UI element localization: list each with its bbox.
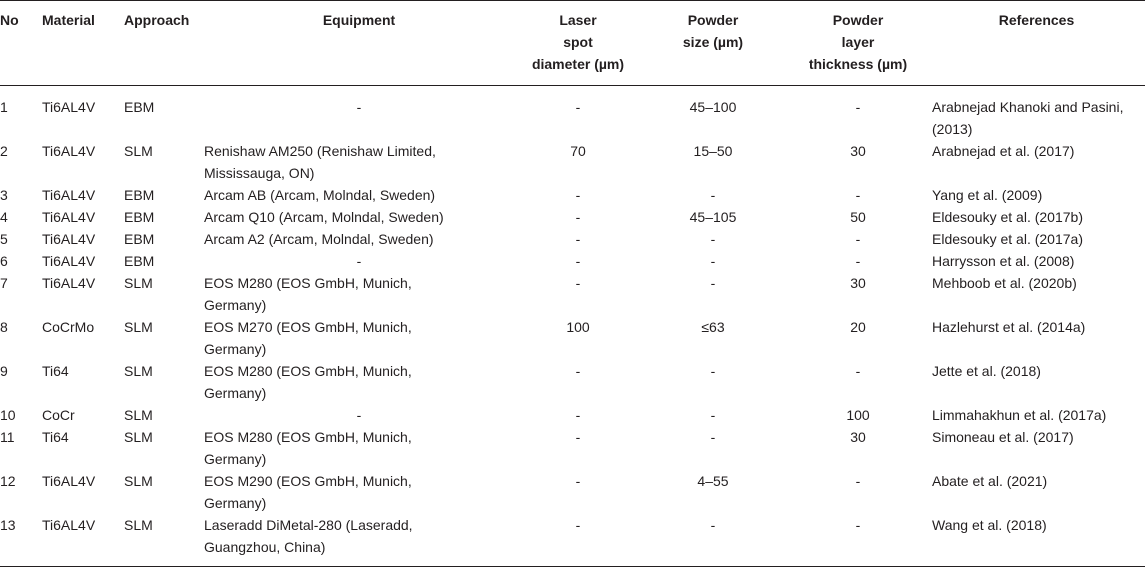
cell-material: Ti6AL4V [42,253,96,269]
cell-reference: Jette et al. (2018) [932,363,1041,379]
cell-equipment: Arcam AB (Arcam, Molndal, Sweden) [204,187,436,203]
table-row [0,514,1145,567]
cell-approach: EBM [124,209,155,225]
cell-approach: SLM [124,143,153,159]
cell-reference: Yang et al. (2009) [932,187,1043,203]
cell-equipment: EOS M280 (EOS GmbH, Munich, Germany) [204,275,412,313]
cell-layer-thickness: - [855,473,861,489]
cell-no: 11 [0,429,15,445]
cell-material: CoCr [42,407,75,423]
cell-reference: Mehboob et al. (2020b) [932,275,1077,291]
cell-layer-thickness: - [855,363,861,379]
cell-equipment: EOS M280 (EOS GmbH, Munich, Germany) [204,363,412,401]
cell-equipment: Renishaw AM250 (Renishaw Limited, Mississauga, ON) [204,143,436,181]
cell-reference: Arabnejad Khanoki and Pasini, (2013) [932,99,1124,137]
table-row [0,404,1145,426]
cell-layer-thickness: - [855,187,861,203]
cell-material: Ti64 [42,363,69,379]
cell-powder-size: 45–105 [689,209,737,225]
cell-reference: Arabnejad et al. (2017) [932,143,1075,159]
cell-laser-spot-diameter: - [575,209,581,225]
cell-laser-spot-diameter: - [575,473,581,489]
cell-no: 2 [0,143,8,159]
cell-powder-size: - [710,253,716,269]
cell-approach: SLM [124,407,153,423]
cell-laser-spot-diameter: - [575,407,581,423]
cell-material: Ti6AL4V [42,209,96,225]
cell-no: 7 [0,275,8,291]
cell-layer-thickness: - [855,231,861,247]
table-row [0,206,1145,228]
cell-equipment: EOS M290 (EOS GmbH, Munich, Germany) [204,473,412,511]
table-row [0,360,1145,404]
cell-powder-size: - [710,187,716,203]
cell-no: 4 [0,209,8,225]
col-header-laser-spot-diameter: Laser spot diameter (µm) [531,12,625,72]
cell-powder-size: - [710,231,716,247]
cell-material: Ti6AL4V [42,275,96,291]
cell-layer-thickness: 30 [850,143,866,159]
table-row [0,140,1145,184]
cell-reference: Limmahakhun et al. (2017a) [932,407,1107,423]
cell-approach: SLM [124,473,153,489]
cell-reference: Eldesouky et al. (2017b) [932,209,1083,225]
cell-equipment: - [356,407,362,423]
cell-layer-thickness: - [855,517,861,533]
cell-material: Ti6AL4V [42,187,96,203]
cell-approach: SLM [124,517,153,533]
cell-laser-spot-diameter: - [575,363,581,379]
cell-material: Ti6AL4V [42,473,96,489]
cell-approach: SLM [124,363,153,379]
cell-powder-size: 15–50 [693,143,733,159]
cell-reference: Simoneau et al. (2017) [932,429,1074,445]
cell-laser-spot-diameter: - [575,275,581,291]
cell-laser-spot-diameter: - [575,187,581,203]
cell-reference: Abate et al. (2021) [932,473,1048,489]
cell-laser-spot-diameter: 70 [570,143,586,159]
cell-approach: SLM [124,275,153,291]
cell-laser-spot-diameter: - [575,231,581,247]
table-row [0,86,1145,141]
cell-laser-spot-diameter: - [575,253,581,269]
cell-no: 1 [0,99,8,115]
cell-no: 6 [0,253,8,269]
cell-no: 13 [0,517,16,533]
cell-reference: Wang et al. (2018) [932,517,1047,533]
cell-material: Ti6AL4V [42,517,96,533]
cell-material: Ti6AL4V [42,231,96,247]
col-header-equipment: Equipment [322,12,396,28]
cell-no: 5 [0,231,8,247]
cell-powder-size: - [710,407,716,423]
cell-no: 9 [0,363,8,379]
cell-equipment: Arcam A2 (Arcam, Molndal, Sweden) [204,231,434,247]
cell-powder-size: 4–55 [697,473,729,489]
cell-laser-spot-diameter: - [575,517,581,533]
col-header-layer-thickness: Powder layer thickness (µm) [808,12,908,72]
col-header-powder-size: Powder size (µm) [682,12,744,50]
cell-powder-size: - [710,517,716,533]
cell-powder-size: 45–100 [689,99,737,115]
col-header-references: References [998,12,1075,28]
cell-approach: EBM [124,187,155,203]
cell-material: CoCrMo [42,319,95,335]
cell-equipment: - [356,253,362,269]
cell-powder-size: - [710,275,716,291]
table-row [0,316,1145,360]
cell-equipment: - [356,99,362,115]
cell-equipment: Arcam Q10 (Arcam, Molndal, Sweden) [204,209,444,225]
table-row [0,470,1145,514]
cell-material: Ti6AL4V [42,143,96,159]
cell-reference: Harrysson et al. (2008) [932,253,1075,269]
cell-equipment: Laseradd DiMetal-280 (Laseradd, Guangzhou, China) [204,517,413,555]
table-header-row [0,1,1145,86]
cell-layer-thickness: 30 [850,275,866,291]
cell-approach: SLM [124,319,153,335]
cell-powder-size: - [710,429,716,445]
cell-approach: EBM [124,99,155,115]
cell-no: 3 [0,187,8,203]
cell-reference: Eldesouky et al. (2017a) [932,231,1083,247]
cell-no: 12 [0,473,16,489]
table-row [0,228,1145,250]
cell-approach: EBM [124,253,155,269]
cell-layer-thickness: - [855,99,861,115]
col-header-material: Material [42,12,95,28]
cell-layer-thickness: 50 [850,209,866,225]
table-row [0,184,1145,206]
cell-no: 8 [0,319,8,335]
col-header-approach: Approach [124,12,190,28]
cell-layer-thickness: 30 [850,429,866,445]
cell-reference: Hazlehurst et al. (2014a) [932,319,1086,335]
cell-approach: SLM [124,429,153,445]
table-row [0,426,1145,470]
cell-laser-spot-diameter: - [575,99,581,115]
cell-laser-spot-diameter: 100 [566,319,590,335]
cell-no: 10 [0,407,16,423]
cell-laser-spot-diameter: - [575,429,581,445]
cell-layer-thickness: 20 [850,319,866,335]
col-header-no: No [0,12,19,28]
cell-material: Ti64 [42,429,69,445]
cell-equipment: EOS M270 (EOS GmbH, Munich, Germany) [204,319,412,357]
table-row [0,272,1145,316]
cell-approach: EBM [124,231,155,247]
cell-layer-thickness: - [855,253,861,269]
cell-equipment: EOS M280 (EOS GmbH, Munich, Germany) [204,429,412,467]
cell-layer-thickness: 100 [846,407,870,423]
cell-powder-size: - [710,363,716,379]
table-row [0,250,1145,272]
cell-powder-size: ≤63 [701,319,725,335]
cell-material: Ti6AL4V [42,99,96,115]
